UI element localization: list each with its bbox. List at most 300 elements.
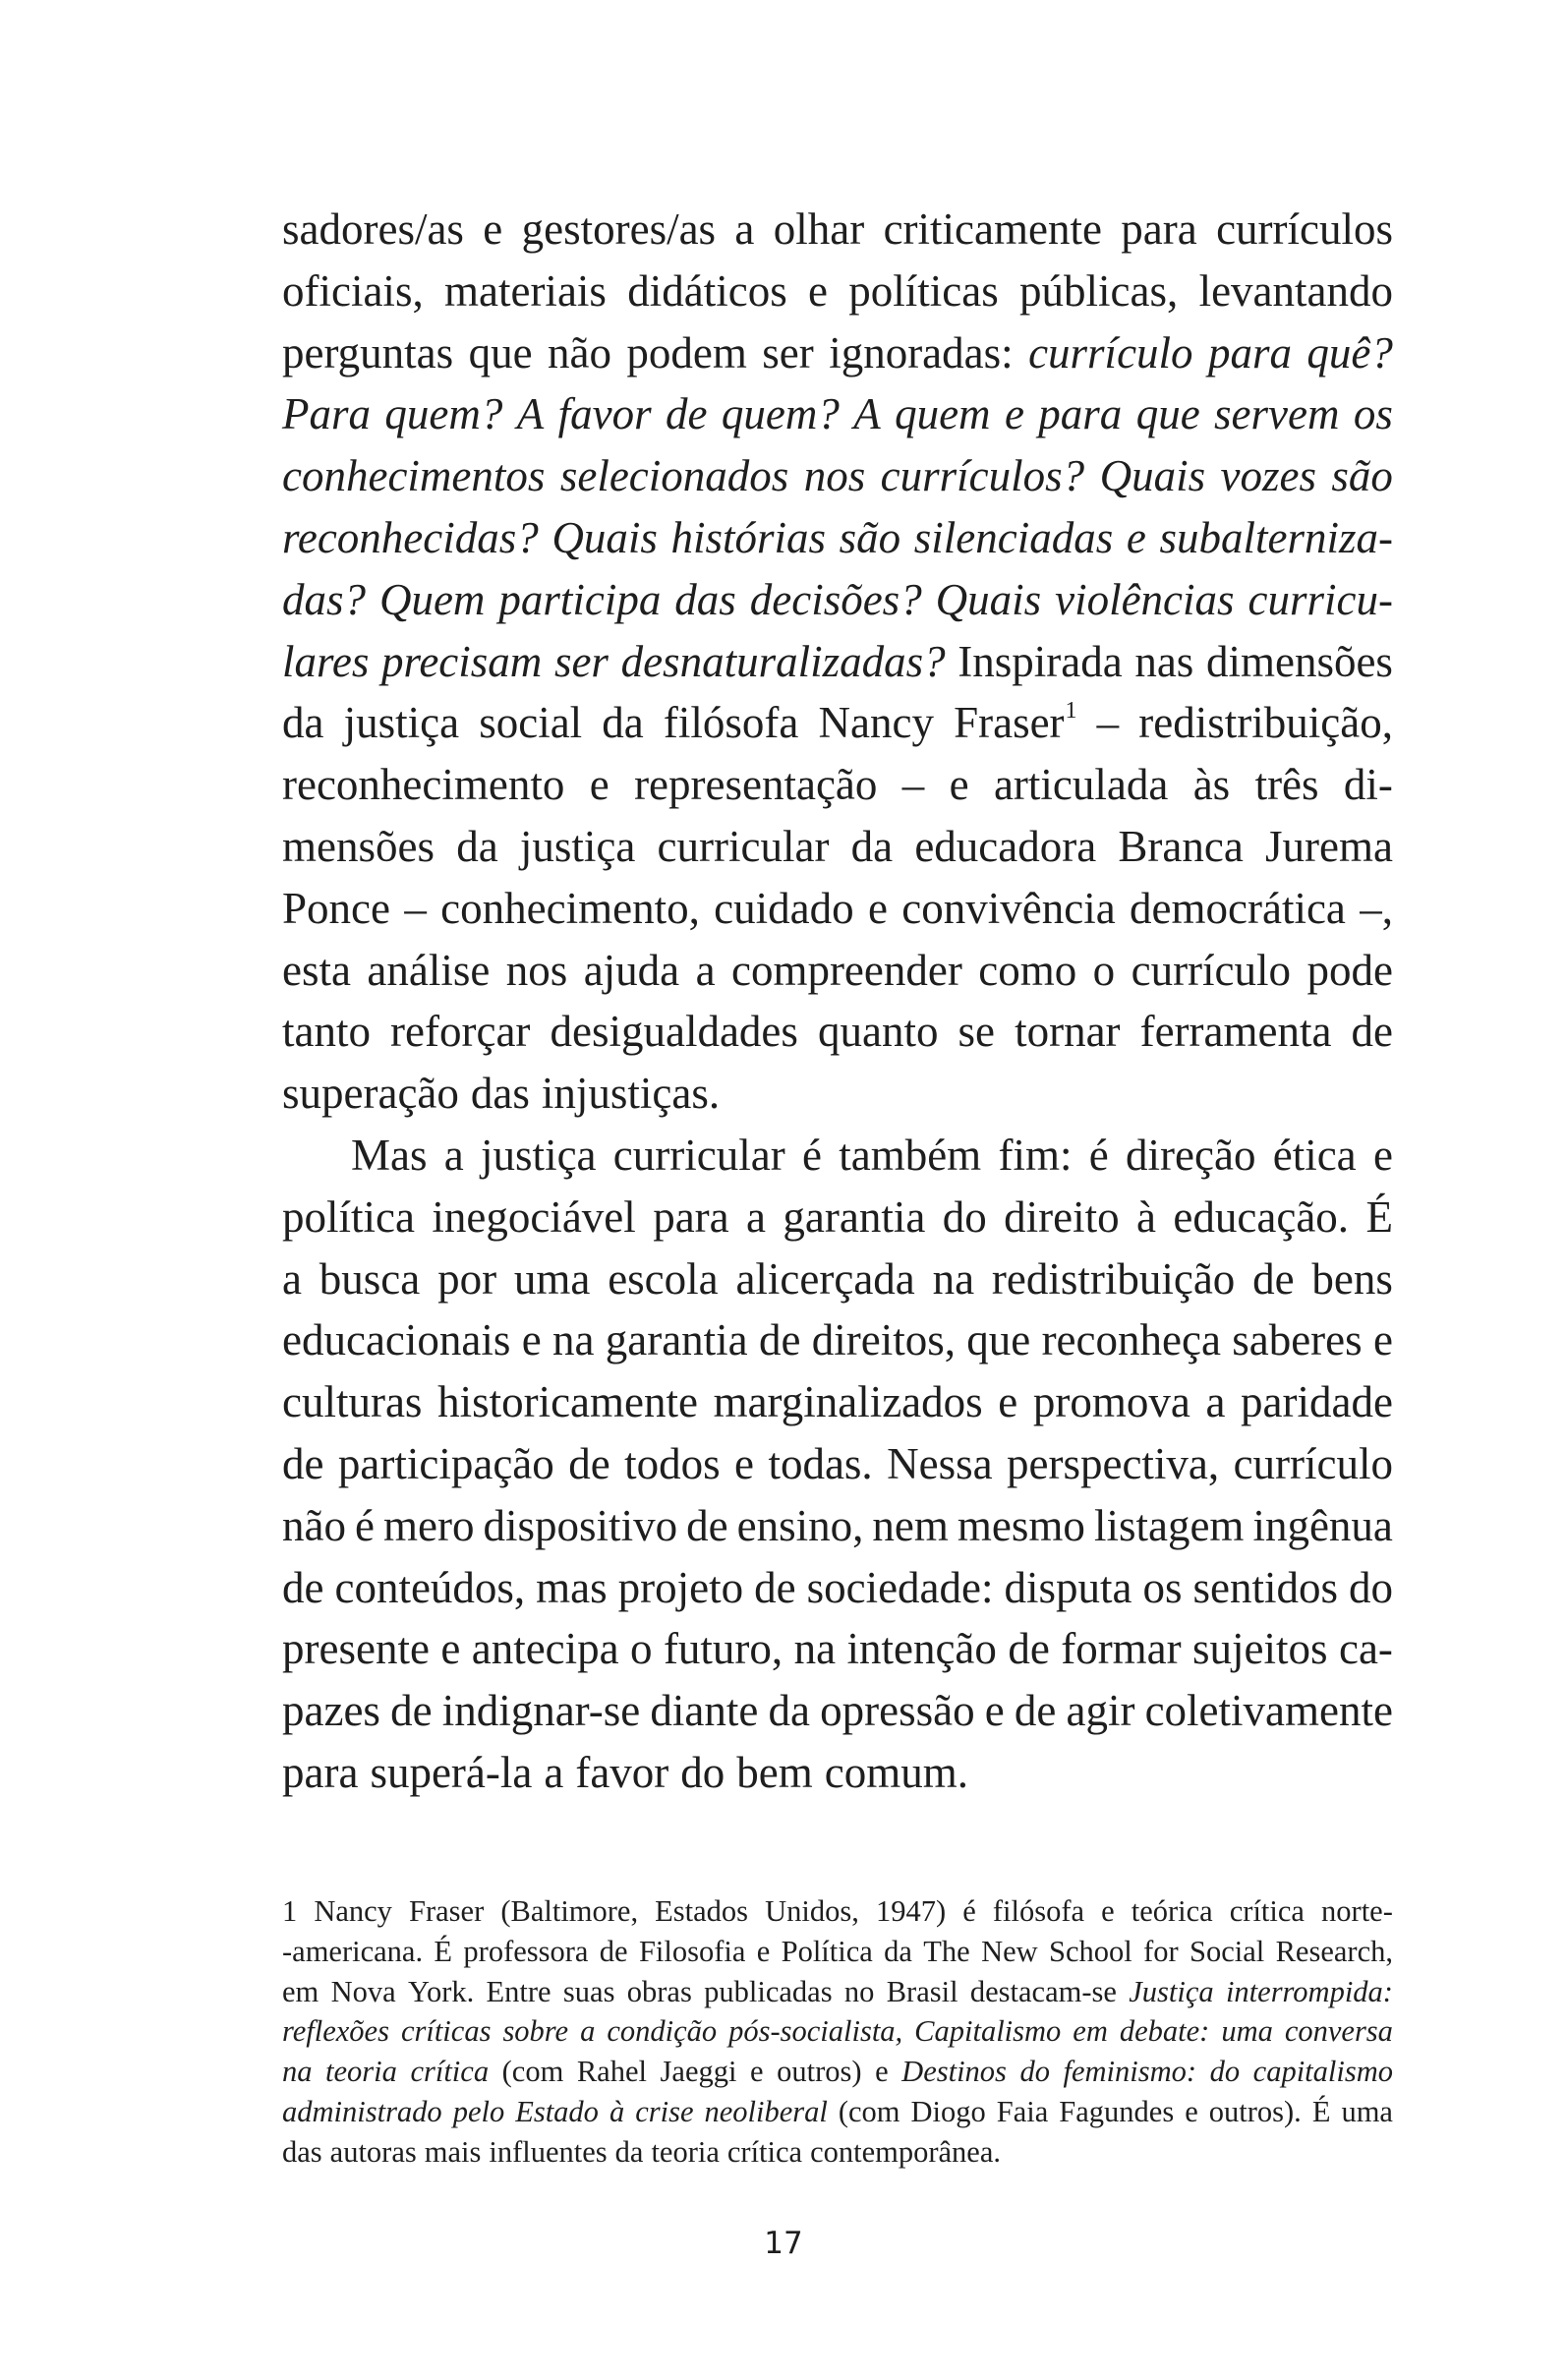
word — [1121, 199, 1196, 261]
word — [606, 1309, 748, 1371]
word — [602, 692, 643, 754]
word-text: – — [901, 760, 925, 810]
word — [851, 816, 893, 878]
word-text: Unidos, — [765, 1894, 859, 1928]
word-text: obras — [626, 1974, 692, 2008]
word — [661, 2052, 737, 2092]
word-text: de — [568, 1438, 610, 1488]
word-text: educadora — [914, 821, 1097, 871]
word — [1127, 507, 1146, 569]
word — [759, 1309, 800, 1371]
word-text: filósofa — [663, 698, 799, 748]
word-text: Rahel — [576, 2055, 647, 2089]
word-text: formar — [1061, 1624, 1182, 1674]
word-text: mais — [424, 2134, 482, 2169]
word — [502, 2052, 564, 2092]
word-text: ser — [553, 636, 609, 686]
word — [437, 1248, 496, 1310]
word — [911, 2092, 986, 2132]
word — [408, 1972, 474, 2012]
word — [1134, 631, 1193, 693]
word — [768, 1433, 872, 1495]
word-text: influentes — [489, 2134, 608, 2169]
word-text: críticas — [400, 2014, 492, 2049]
word — [410, 2052, 489, 2092]
word-text: nas — [1134, 636, 1194, 686]
word — [282, 1187, 415, 1248]
word-text: à — [609, 2094, 625, 2128]
word — [958, 1495, 1085, 1557]
word — [558, 383, 652, 445]
word — [630, 1618, 653, 1680]
word — [390, 1001, 530, 1063]
word — [714, 1371, 983, 1433]
word — [653, 1187, 728, 1248]
word — [655, 1891, 748, 1932]
word — [550, 1001, 797, 1063]
word-text: listagem — [1093, 1500, 1245, 1550]
page-number: 17 — [764, 2226, 803, 2261]
word — [1097, 692, 1120, 754]
word — [1159, 507, 1393, 569]
word — [1209, 2092, 1302, 2132]
word-text: (com — [501, 2055, 564, 2089]
word — [282, 1248, 302, 1310]
word-text: teoria — [325, 2055, 397, 2089]
text-line — [282, 1680, 1393, 1742]
word — [734, 199, 754, 261]
word-text: currículo — [1233, 1438, 1393, 1488]
word — [367, 940, 490, 1002]
word-text: Filosofia — [638, 1934, 746, 1968]
word — [674, 569, 736, 631]
word-text: diante — [650, 1686, 759, 1736]
word — [1373, 1125, 1393, 1187]
word-text: sentidos — [1192, 1562, 1338, 1612]
word — [282, 322, 453, 384]
word-text: fim: — [998, 1130, 1073, 1180]
word — [463, 1932, 588, 1972]
word — [1285, 2011, 1393, 2052]
word-text: a — [746, 1191, 767, 1242]
word — [618, 1557, 743, 1619]
word — [502, 2011, 568, 2052]
word-text: de — [1351, 1007, 1393, 1057]
word — [282, 1371, 422, 1433]
word — [1004, 1557, 1132, 1619]
text-line — [282, 261, 1393, 322]
word — [1311, 1248, 1393, 1310]
word-text: no — [843, 1974, 875, 2008]
word-text: na — [551, 1315, 595, 1365]
word — [334, 1557, 525, 1619]
word — [950, 754, 969, 816]
word — [735, 1248, 914, 1310]
word — [1276, 1932, 1393, 1972]
word — [544, 1742, 563, 1804]
word — [282, 1618, 430, 1680]
word-text: de — [686, 1500, 728, 1550]
text-line — [282, 692, 1393, 754]
word-text: nos — [803, 451, 866, 501]
word — [580, 2011, 595, 2052]
word-text: Diogo — [910, 2094, 986, 2128]
word — [1273, 1125, 1357, 1187]
word-text: debate: — [1119, 2014, 1210, 2049]
word — [783, 1187, 925, 1248]
word — [383, 1495, 474, 1557]
word-text: presente — [282, 1624, 430, 1674]
word-text: Fagundes — [1059, 2094, 1175, 2128]
word — [282, 940, 351, 1002]
word-text: quanto — [817, 1007, 939, 1057]
word-text: sujeitos — [1192, 1624, 1328, 1674]
word — [902, 754, 925, 816]
word — [635, 2092, 693, 2132]
word-text: Faia — [996, 2094, 1049, 2128]
word-text: olhar — [773, 204, 865, 254]
word — [714, 878, 853, 940]
word — [1306, 322, 1392, 384]
word — [432, 1187, 635, 1248]
word — [379, 569, 485, 631]
word — [884, 1932, 912, 1972]
word — [282, 754, 564, 816]
word — [520, 816, 635, 878]
word — [1143, 1932, 1179, 1972]
word-text: é — [1088, 1130, 1109, 1180]
word — [442, 1680, 641, 1742]
word-text: Nancy — [818, 698, 934, 748]
word-text: intenção — [846, 1624, 997, 1674]
word — [774, 199, 864, 261]
word — [1331, 445, 1393, 507]
word-text: mero — [383, 1500, 475, 1550]
word-text: outros). — [1208, 2094, 1302, 2128]
word — [992, 1248, 1235, 1310]
word-text: Quem — [378, 574, 486, 624]
word-text: nem — [872, 1500, 949, 1550]
word-text: na — [793, 1624, 837, 1674]
word — [575, 1742, 668, 1804]
word — [1230, 1891, 1305, 1932]
word-text: e — [998, 1377, 1018, 1427]
text-line — [282, 1972, 1393, 2012]
word-text: ética — [1272, 1130, 1357, 1180]
word — [1130, 878, 1346, 940]
word-text: gestores/as — [521, 204, 717, 254]
word — [750, 569, 922, 631]
word — [808, 261, 828, 322]
word — [1221, 2011, 1273, 2052]
text-line — [282, 2052, 1393, 2092]
word-text: marginalizados — [713, 1377, 983, 1427]
word-text: são — [839, 512, 901, 562]
word — [839, 2092, 900, 2132]
word — [839, 1125, 981, 1187]
word-text: e — [756, 1934, 771, 1968]
word-text: disputa — [1004, 1562, 1132, 1612]
word-text: – — [404, 883, 427, 933]
word — [1339, 1618, 1393, 1680]
word-text: e — [875, 2055, 889, 2089]
word — [608, 1248, 718, 1310]
word-text: educacionais — [282, 1315, 511, 1365]
word-text: escola — [608, 1253, 719, 1304]
word-text: das — [282, 2134, 322, 2169]
word-text: se — [958, 1007, 996, 1057]
word — [1248, 569, 1392, 631]
word-text: paridade — [1241, 1377, 1393, 1427]
word-text: que — [468, 327, 533, 377]
word — [680, 1742, 725, 1804]
word — [577, 2052, 647, 2092]
word — [282, 445, 545, 507]
word-text: Jurema — [1265, 821, 1393, 871]
word — [825, 1742, 968, 1804]
word — [658, 816, 830, 878]
word — [887, 1972, 958, 2012]
word-text: bem — [736, 1747, 813, 1797]
word-text: 1 — [282, 1894, 298, 1928]
word — [624, 1433, 721, 1495]
word-text: conversa — [1284, 2014, 1393, 2049]
word-text: (Baltimore, — [500, 1894, 639, 1928]
word — [840, 507, 901, 569]
word-text: histórias — [670, 512, 827, 562]
word-text: for — [1143, 1934, 1179, 1968]
word — [664, 1618, 783, 1680]
word-text: injustiças. — [541, 1069, 721, 1119]
word — [802, 1125, 822, 1187]
word-text: a — [1205, 1377, 1226, 1427]
word-text: ignoradas: — [829, 327, 1014, 377]
word — [1190, 1932, 1264, 1972]
word-text: subalterniza- — [1159, 512, 1393, 562]
word — [872, 1495, 948, 1557]
word — [736, 1742, 812, 1804]
word-text: do — [1209, 2055, 1241, 2089]
word — [282, 816, 435, 878]
word-text: teoria — [651, 2134, 720, 2169]
word — [282, 1972, 319, 2012]
text-line — [282, 1891, 1393, 1932]
word — [471, 1063, 530, 1125]
word — [282, 1891, 297, 1932]
word-text: da — [614, 2134, 644, 2169]
text-line — [282, 940, 1393, 1002]
word-text: oficiais, — [282, 265, 424, 316]
word-text: Nessa — [887, 1438, 993, 1488]
word — [1093, 940, 1116, 1002]
word — [812, 1309, 956, 1371]
word-text: para — [653, 1191, 729, 1242]
word — [1142, 1557, 1182, 1619]
word-text: da — [884, 1934, 912, 1968]
word-text: Destinos — [901, 2055, 1007, 2089]
word — [1365, 1187, 1393, 1248]
word — [626, 322, 746, 384]
word — [344, 692, 459, 754]
word-text: justiça — [519, 821, 636, 871]
word — [1140, 1001, 1332, 1063]
word — [954, 692, 1076, 754]
word-text: das — [470, 1069, 530, 1119]
word-text: uma — [1341, 2094, 1393, 2128]
word — [1344, 754, 1393, 816]
word — [542, 1063, 720, 1125]
word — [515, 2092, 599, 2132]
word-text: de — [665, 389, 708, 439]
word-text: das — [674, 574, 736, 624]
word-text: da — [768, 1686, 810, 1736]
word-text: tornar — [1015, 1007, 1121, 1057]
word — [958, 631, 1122, 693]
word-text: democrática — [1130, 883, 1346, 933]
word — [390, 1680, 432, 1742]
word-text: crítica — [410, 2055, 490, 2089]
word-text: da — [602, 698, 644, 748]
word-text: por — [437, 1253, 497, 1304]
word — [1136, 383, 1200, 445]
word-text: criticamente — [883, 204, 1102, 254]
word — [282, 383, 371, 445]
word — [914, 816, 1096, 878]
word-text: tanto — [282, 1007, 371, 1057]
word-text: Justiça — [1129, 1974, 1214, 2008]
word-text: alicerçada — [735, 1253, 915, 1304]
word — [754, 1557, 795, 1619]
word-text: indignar-se — [441, 1686, 641, 1736]
word — [282, 1309, 510, 1371]
word-text: reconhecidas? — [282, 512, 539, 562]
word-text: de — [1008, 1624, 1050, 1674]
word — [985, 1680, 1005, 1742]
word-text: Fraser — [409, 1894, 485, 1928]
word — [1015, 1680, 1056, 1742]
word — [437, 1371, 698, 1433]
word-text: a — [544, 1747, 564, 1797]
word — [1206, 631, 1393, 693]
word-text: na — [282, 2055, 313, 2089]
word — [844, 1972, 875, 2012]
word-text: vozes — [1220, 451, 1316, 501]
word — [1118, 816, 1243, 878]
word — [489, 2132, 607, 2173]
word-text: esta — [282, 945, 351, 995]
word — [998, 1371, 1017, 1433]
word-text: Quais — [551, 512, 658, 562]
word — [1255, 754, 1319, 816]
word — [560, 445, 788, 507]
word-text: destacam-se — [969, 1974, 1117, 2008]
word-text: culturas — [282, 1377, 423, 1427]
word-text: saberes — [1232, 1315, 1363, 1365]
word-text: justiça — [343, 698, 460, 748]
word — [1312, 2092, 1331, 2132]
word-text: -americana. — [282, 1934, 424, 1968]
word — [1028, 322, 1192, 384]
word-text: Quais — [935, 574, 1042, 624]
text-line — [282, 878, 1393, 940]
word — [670, 507, 826, 569]
word-text: promova — [1032, 1377, 1190, 1427]
word — [722, 383, 840, 445]
word-text: convivência — [901, 883, 1116, 933]
word-text: Nancy — [314, 1894, 392, 1928]
word — [746, 1187, 766, 1248]
word-text: três — [1254, 760, 1319, 810]
word-text: reconhecimento — [282, 760, 565, 810]
word — [325, 2052, 397, 2092]
word — [453, 2092, 505, 2132]
word — [517, 383, 545, 445]
footnote-reference[interactable]: 1 — [1065, 698, 1077, 725]
word-text: norte- — [1321, 1894, 1393, 1928]
word-text: New — [981, 1934, 1038, 1968]
word-text: redistribuição, — [1138, 698, 1393, 748]
word-text: 1947) — [875, 1894, 947, 1928]
word — [914, 507, 1113, 569]
word-text: busca — [319, 1253, 421, 1304]
word — [282, 1932, 423, 1972]
word-text: de — [282, 1438, 324, 1488]
word — [1193, 754, 1231, 816]
word — [282, 1495, 346, 1557]
word — [666, 383, 707, 445]
word — [282, 1680, 380, 1742]
word-text: o — [1092, 945, 1116, 995]
word — [1253, 2052, 1393, 2092]
word-text: justiça — [481, 1130, 597, 1180]
word-text: representação — [634, 760, 878, 810]
word-text: reflexões — [282, 2014, 389, 2049]
word — [794, 1618, 836, 1680]
text-line — [282, 445, 1393, 507]
word-text: favor — [575, 1747, 669, 1797]
word — [282, 1742, 358, 1804]
word — [639, 1932, 745, 1972]
word — [727, 2132, 802, 2173]
word — [1089, 1125, 1109, 1187]
paragraph — [282, 199, 1393, 1125]
word — [1015, 1001, 1120, 1063]
word-text: e — [483, 204, 503, 254]
word — [998, 1125, 1072, 1187]
word-text: sociedade: — [806, 1562, 994, 1612]
word-text: Política — [781, 1934, 873, 1968]
word-text: do — [1019, 2055, 1050, 2089]
word — [440, 878, 700, 940]
word-text: desigualdades — [550, 1007, 798, 1057]
word-text: de — [1014, 1686, 1057, 1736]
word — [331, 1972, 396, 2012]
word-text: e — [949, 760, 969, 810]
word — [1138, 692, 1393, 754]
word — [1185, 2092, 1198, 2132]
word — [1038, 383, 1122, 445]
text-line — [282, 1495, 1393, 1557]
word — [627, 1972, 692, 2012]
word-text: A — [516, 389, 545, 439]
word-text: de — [390, 1686, 433, 1736]
word — [551, 507, 658, 569]
word — [282, 2092, 442, 2132]
word-text: É — [1311, 2094, 1331, 2128]
word — [686, 1495, 727, 1557]
word — [846, 1618, 996, 1680]
word-text: que — [1135, 389, 1200, 439]
